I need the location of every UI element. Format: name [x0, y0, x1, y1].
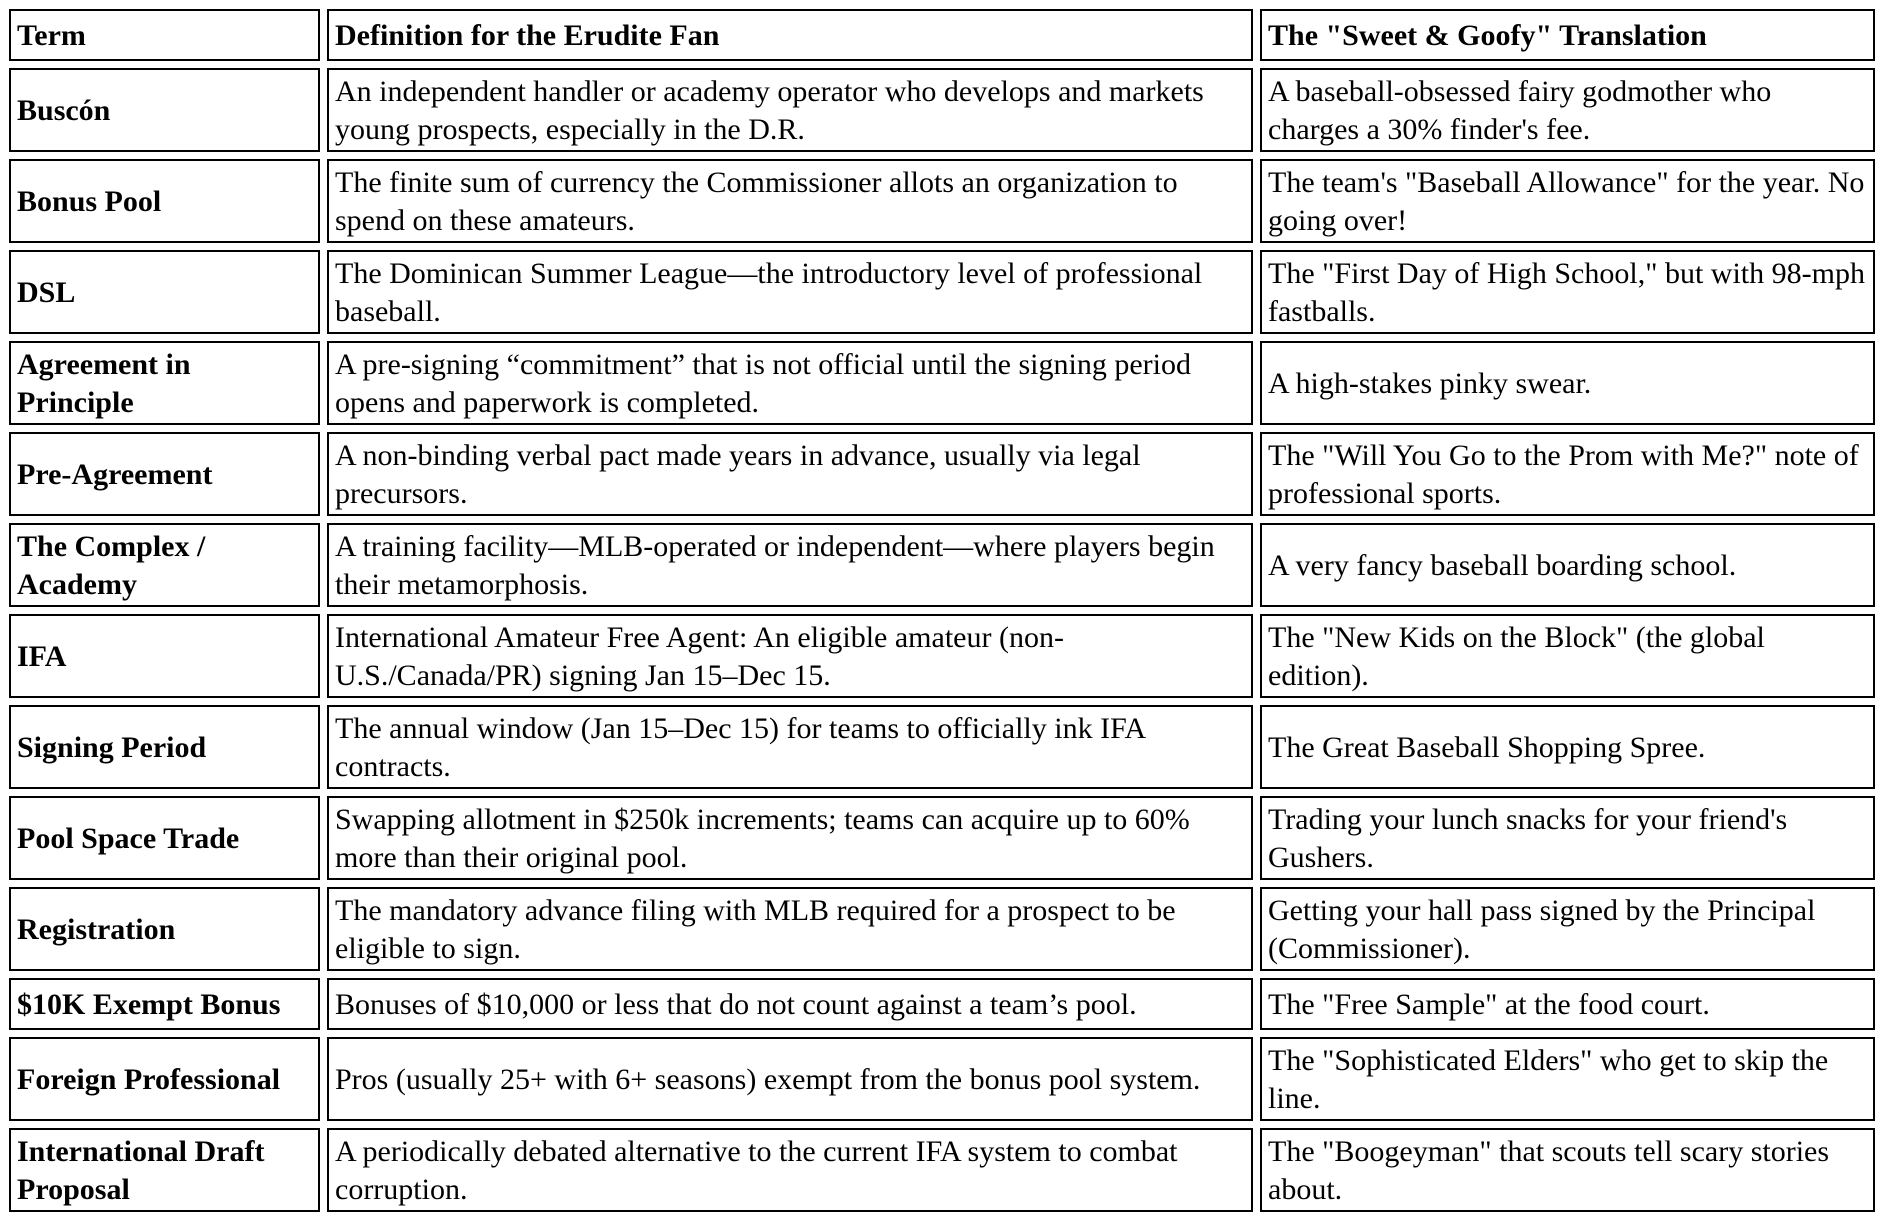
translation-cell: The "Sophisticated Elders" who get to skip the line. [1260, 1037, 1875, 1121]
definition-cell: Swapping allotment in $250k increments; teams can acquire up to 60% more than their original pool. [327, 796, 1253, 880]
translation-cell: The "New Kids on the Block" (the global edition). [1260, 614, 1875, 698]
table-row [9, 1128, 1875, 1212]
definition-cell: An independent handler or academy operator who develops and markets young prospects, especially in the D.R. [327, 68, 1253, 152]
definition-cell: The Dominican Summer League—the introductory level of professional baseball. [327, 250, 1253, 334]
table-row [9, 341, 1875, 425]
translation-cell: A baseball-obsessed fairy godmother who charges a 30% finder's fee. [1260, 68, 1875, 152]
term-cell: Signing Period [9, 705, 320, 789]
term-cell: International Draft Proposal [9, 1128, 320, 1212]
translation-cell: Trading your lunch snacks for your friend's Gushers. [1260, 796, 1875, 880]
table-row [9, 614, 1875, 698]
term-cell: IFA [9, 614, 320, 698]
term-cell: Registration [9, 887, 320, 971]
header-translation: The "Sweet & Goofy" Translation [1260, 9, 1875, 61]
definition-cell: The finite sum of currency the Commissioner allots an organization to spend on these amateurs. [327, 159, 1253, 243]
translation-cell: A high-stakes pinky swear. [1260, 341, 1875, 425]
term-cell: Bonus Pool [9, 159, 320, 243]
table-row [9, 432, 1875, 516]
table-row [9, 1037, 1875, 1121]
term-cell: Pool Space Trade [9, 796, 320, 880]
term-cell: Agreement in Principle [9, 341, 320, 425]
definition-cell: The mandatory advance filing with MLB required for a prospect to be eligible to sign. [327, 887, 1253, 971]
table-row [9, 796, 1875, 880]
glossary-table [2, 2, 1882, 1219]
term-cell: Buscón [9, 68, 320, 152]
definition-cell: Bonuses of $10,000 or less that do not count against a team’s pool. [327, 978, 1253, 1030]
definition-cell: A training facility—MLB-operated or independent—where players begin their metamorphosis. [327, 523, 1253, 607]
table-row [9, 705, 1875, 789]
definition-cell: A periodically debated alternative to the current IFA system to combat corruption. [327, 1128, 1253, 1212]
header-term: Term [9, 9, 320, 61]
term-cell: DSL [9, 250, 320, 334]
translation-cell: The "Free Sample" at the food court. [1260, 978, 1875, 1030]
table-row [9, 887, 1875, 971]
translation-cell: The "First Day of High School," but with 98-mph fastballs. [1260, 250, 1875, 334]
definition-cell: The annual window (Jan 15–Dec 15) for teams to officially ink IFA contracts. [327, 705, 1253, 789]
translation-cell: Getting your hall pass signed by the Principal (Commissioner). [1260, 887, 1875, 971]
definition-cell: International Amateur Free Agent: An eligible amateur (non-U.S./Canada/PR) signing Jan 15–Dec 15. [327, 614, 1253, 698]
term-cell: Pre-Agreement [9, 432, 320, 516]
term-cell: Foreign Professional [9, 1037, 320, 1121]
definition-cell: A pre-signing “commitment” that is not official until the signing period opens and paperwork is completed. [327, 341, 1253, 425]
definition-cell: A non-binding verbal pact made years in advance, usually via legal precursors. [327, 432, 1253, 516]
translation-cell: The Great Baseball Shopping Spree. [1260, 705, 1875, 789]
table-row [9, 68, 1875, 152]
definition-cell: Pros (usually 25+ with 6+ seasons) exempt from the bonus pool system. [327, 1037, 1253, 1121]
table-row [9, 523, 1875, 607]
translation-cell: The team's "Baseball Allowance" for the year. No going over! [1260, 159, 1875, 243]
term-cell: The Complex / Academy [9, 523, 320, 607]
translation-cell: The "Boogeyman" that scouts tell scary stories about. [1260, 1128, 1875, 1212]
translation-cell: A very fancy baseball boarding school. [1260, 523, 1875, 607]
table-row [9, 250, 1875, 334]
translation-cell: The "Will You Go to the Prom with Me?" note of professional sports. [1260, 432, 1875, 516]
term-cell: $10K Exempt Bonus [9, 978, 320, 1030]
table-row [9, 978, 1875, 1030]
header-definition: Definition for the Erudite Fan [327, 9, 1253, 61]
header-row [9, 9, 1875, 61]
table-row [9, 159, 1875, 243]
